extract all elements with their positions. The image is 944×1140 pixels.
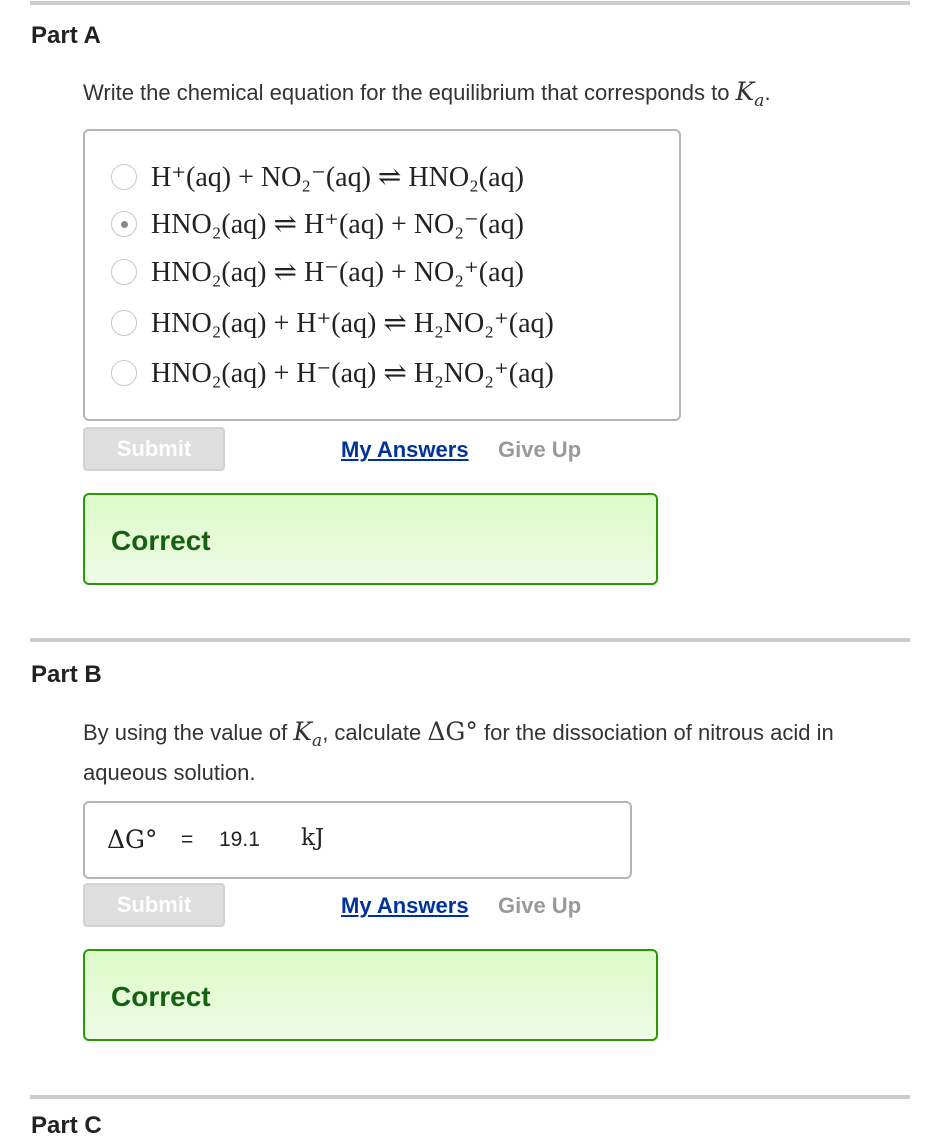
- submit-button[interactable]: Submit: [83, 883, 225, 927]
- ka-symbol: $K_a$: [735, 77, 765, 111]
- radio-button-selected[interactable]: [111, 211, 137, 237]
- feedback-correct: Correct: [83, 493, 658, 585]
- part-b-prompt: By using the value of $K_a$, calculate ΔG° for the dissociation of nitrous acid in aqueous solution.: [83, 717, 834, 785]
- option-2[interactable]: HNO₂(aq) ⇌ H⁺(aq) + NO₂⁻(aq): [111, 204, 524, 244]
- option-5[interactable]: HNO₂(aq) + H⁻(aq) ⇌ H₂NO₂⁺(aq): [111, 353, 554, 393]
- my-answers-link[interactable]: My Answers: [341, 437, 469, 462]
- radio-button[interactable]: [111, 360, 137, 386]
- feedback-correct: Correct: [83, 949, 658, 1041]
- option-1[interactable]: H⁺(aq) + NO₂⁻(aq) ⇌ HNO₂(aq): [111, 157, 524, 197]
- radio-button[interactable]: [111, 259, 137, 285]
- divider: [30, 1, 910, 5]
- answer-options: [83, 129, 681, 421]
- delta-g-symbol: ΔG°: [427, 717, 478, 746]
- option-4[interactable]: HNO₂(aq) + H⁺(aq) ⇌ H₂NO₂⁺(aq): [111, 303, 554, 343]
- answer-field[interactable]: [83, 801, 632, 879]
- part-a-prompt: Write the chemical equation for the equilibrium that corresponds to $K_a$.: [83, 77, 771, 111]
- answer-unit: kJ: [301, 825, 325, 851]
- equals-sign: =: [181, 828, 194, 851]
- answer-value[interactable]: 19.1: [219, 828, 260, 851]
- give-up-link[interactable]: Give Up: [498, 893, 582, 918]
- my-answers-link[interactable]: My Answers: [341, 893, 469, 918]
- option-3[interactable]: HNO₂(aq) ⇌ H⁻(aq) + NO₂⁺(aq): [111, 252, 524, 292]
- radio-button[interactable]: [111, 310, 137, 336]
- ka-symbol: $K_a$: [293, 717, 323, 751]
- radio-button[interactable]: [111, 164, 137, 190]
- part-b-title: Part B: [31, 661, 102, 688]
- divider: [30, 638, 910, 642]
- submit-button[interactable]: Submit: [83, 427, 225, 471]
- part-a-title: Part A: [31, 22, 101, 49]
- give-up-link[interactable]: Give Up: [498, 437, 582, 462]
- divider: [30, 1095, 910, 1099]
- answer-label: ΔG°: [107, 825, 158, 854]
- part-c-title: Part C: [31, 1112, 102, 1139]
